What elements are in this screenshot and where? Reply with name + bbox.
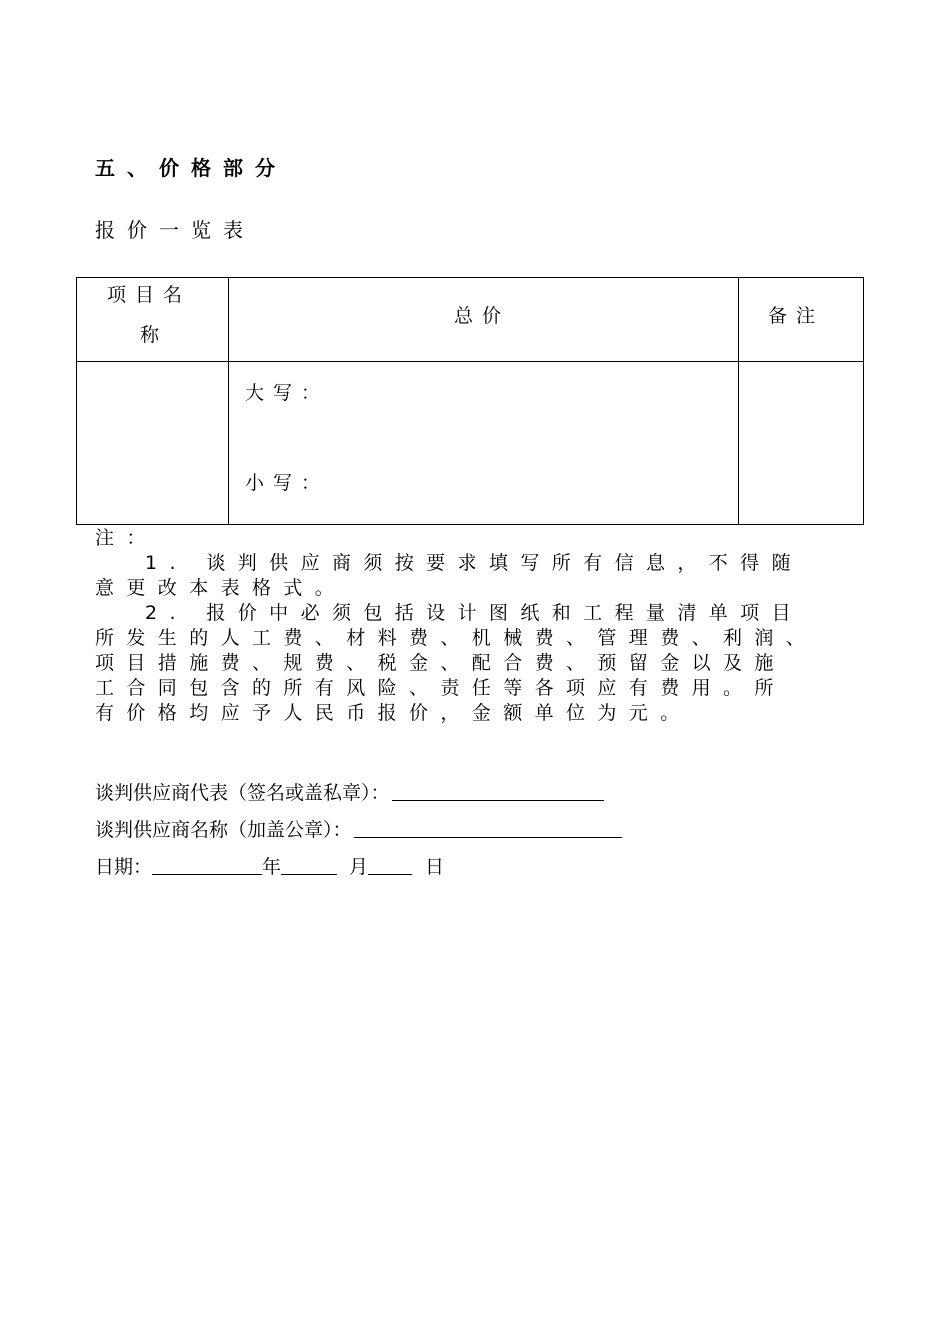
month-blank[interactable]	[281, 873, 337, 875]
notes	[95, 526, 817, 726]
uppercase-amount-label: 大写：	[245, 382, 330, 404]
note-line: 2. 报价中必须包括设计图纸和工程量清单项目	[145, 602, 803, 624]
representative-blank[interactable]	[392, 799, 604, 801]
day-blank[interactable]	[368, 873, 412, 875]
column-divider	[738, 278, 739, 524]
table-title: 报价一览表	[95, 218, 255, 242]
note-line: 所发生的人工费、材料费、机械费、管理费、利润、	[95, 627, 818, 649]
section-title: 五、价格部分	[95, 156, 287, 180]
note-line: 有价格均应予人民币报价，金额单位为元。	[95, 702, 692, 724]
lowercase-amount-label: 小写：	[245, 472, 330, 494]
representative-label: 谈判供应商代表（签名或盖私章）：	[95, 782, 390, 804]
note-line: 项目措施费、规费、税金、配合费、预留金以及施	[95, 652, 786, 674]
month-label: 月	[349, 856, 369, 878]
header-divider	[77, 361, 863, 362]
note-line: 意更改本表格式。	[95, 577, 347, 599]
note-line: 工合同包含的所有风险、责任等各项应有费用。所	[95, 677, 786, 699]
note-line: 1. 谈判供应商须按要求填写所有信息，不得随	[145, 552, 803, 574]
date-line	[95, 852, 444, 879]
year-label: 年	[262, 856, 282, 878]
supplier-name-label: 谈判供应商名称（加盖公章）：	[95, 819, 352, 841]
supplier-name-line	[95, 815, 622, 842]
header-item-name-cont: 称	[140, 324, 169, 346]
header-total-price: 总价	[454, 305, 511, 327]
header-remarks: 备注	[768, 305, 825, 327]
column-divider	[228, 278, 229, 524]
header-item-name: 项目名	[107, 284, 192, 306]
date-label: 日期：	[95, 856, 153, 878]
quote-table	[76, 277, 864, 525]
supplier-name-blank[interactable]	[354, 836, 622, 838]
year-blank[interactable]	[152, 873, 262, 875]
day-label: 日	[425, 856, 445, 878]
notes-heading: 注：	[95, 527, 158, 549]
representative-signature-line	[95, 778, 604, 805]
